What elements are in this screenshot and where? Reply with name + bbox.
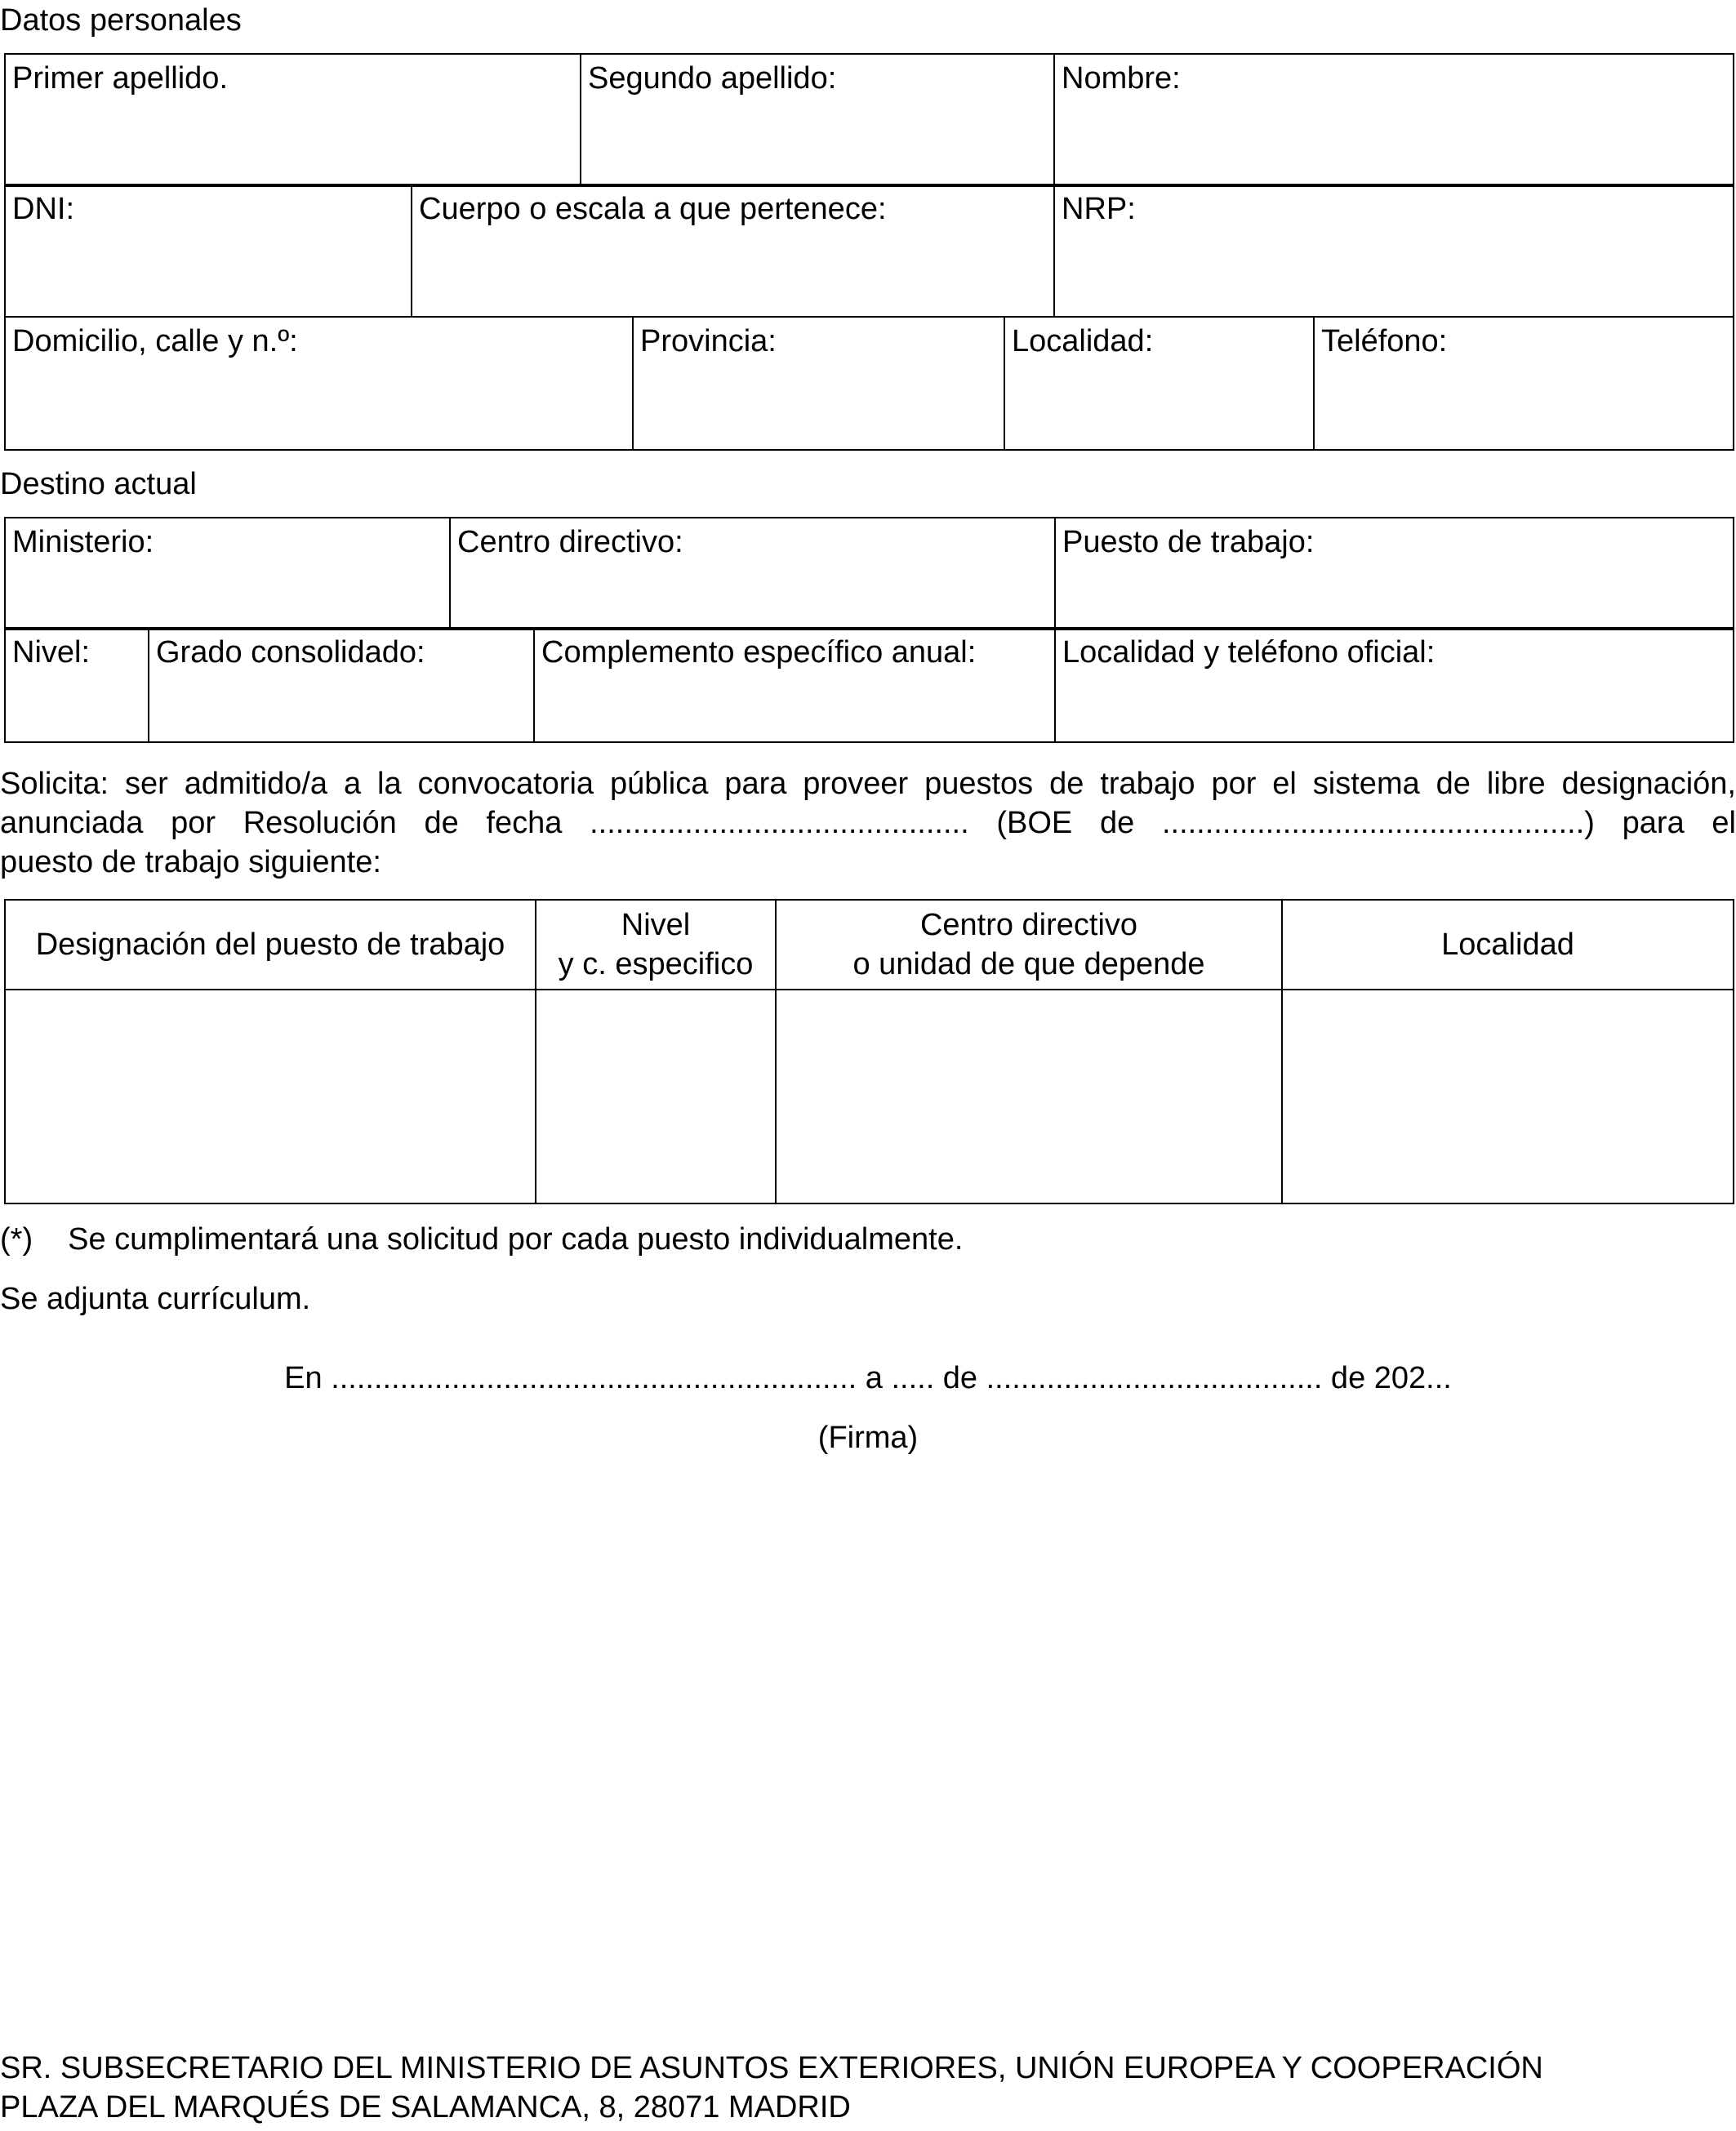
solicita-line: anunciada por Resolución de fecha ............................................ (BOE de .................................................) para el: [0, 806, 1736, 840]
header-text: Designación del puesto de trabajo: [35, 928, 505, 962]
addressee-block: [0, 2049, 1543, 2127]
telefono-field[interactable]: [1314, 317, 1734, 450]
table-row: [5, 990, 1734, 1203]
header-nivel: [536, 900, 776, 990]
header-localidad: [1282, 900, 1734, 990]
designacion-input-cell[interactable]: [5, 990, 536, 1203]
datos-personales-row2: [4, 184, 1734, 318]
telefono-label: Teléfono:: [1321, 324, 1448, 358]
section-title-datos-personales: Datos personales: [0, 3, 242, 38]
complemento-especifico-field[interactable]: [534, 628, 1055, 742]
header-centro-directivo: [776, 900, 1282, 990]
datos-personales-row1: [4, 53, 1734, 187]
primer-apellido-label: Primer apellido.: [12, 61, 228, 96]
header-text: y c. especifico: [558, 947, 754, 981]
header-designacion: [5, 900, 536, 990]
address-line: PLAZA DEL MARQUÉS DE SALAMANCA, 8, 28071 MADRID: [0, 2090, 851, 2124]
header-text: Localidad: [1441, 928, 1574, 962]
localidad-label: Localidad:: [1012, 324, 1154, 358]
provincia-label: Provincia:: [640, 324, 777, 358]
solicita-line: puesto de trabajo siguiente:: [0, 845, 381, 879]
nombre-label: Nombre:: [1062, 61, 1181, 96]
firma-label: (Firma): [817, 1421, 919, 1455]
puesto-trabajo-label: Puesto de trabajo:: [1062, 525, 1315, 559]
section-title-destino-actual: Destino actual: [0, 467, 197, 501]
footnote-text: Se cumplimentará una solicitud por cada puesto individualmente.: [68, 1222, 964, 1257]
primer-apellido-field[interactable]: [5, 54, 581, 186]
segundo-apellido-field[interactable]: [581, 54, 1054, 186]
nrp-field[interactable]: [1054, 185, 1734, 317]
grado-consolidado-label: Grado consolidado:: [156, 635, 425, 670]
puesto-solicitado-table: [4, 899, 1734, 1204]
grado-consolidado-field[interactable]: [149, 628, 534, 742]
header-text: Nivel: [621, 908, 691, 942]
footnote: [0, 1221, 963, 1260]
solicita-paragraph: [0, 764, 1736, 882]
centro-directivo-input-cell[interactable]: [776, 990, 1282, 1203]
provincia-field[interactable]: [633, 317, 1004, 450]
footnote-marker: (*): [0, 1222, 33, 1257]
domicilio-field[interactable]: [5, 317, 633, 450]
solicita-line: Solicita: ser admitido/a a la convocatoria pública para proveer puestos de trabajo por el sistema de libre designación,: [0, 767, 1736, 801]
nrp-label: NRP:: [1062, 192, 1136, 226]
localidad-telefono-oficial-label: Localidad y teléfono oficial:: [1062, 635, 1436, 670]
nivel-field[interactable]: [5, 628, 149, 742]
localidad-telefono-oficial-field[interactable]: [1055, 628, 1734, 742]
header-text: o unidad de que depende: [852, 947, 1205, 981]
domicilio-label: Domicilio, calle y n.º:: [12, 324, 298, 358]
segundo-apellido-label: Segundo apellido:: [588, 61, 837, 96]
dni-field[interactable]: [5, 185, 412, 317]
localidad-input-cell[interactable]: [1282, 990, 1734, 1203]
centro-directivo-label: Centro directivo:: [457, 525, 683, 559]
ministerio-field[interactable]: [5, 518, 450, 630]
table-header-row: [5, 900, 1734, 990]
header-text: Centro directivo: [919, 908, 1138, 942]
ministerio-label: Ministerio:: [12, 525, 154, 559]
nombre-field[interactable]: [1054, 54, 1734, 186]
datos-personales-row3: [4, 316, 1734, 451]
destino-actual-row1: [4, 517, 1734, 630]
place-date-line: En ............................................................. a ..... de ....................................... de 202...: [284, 1361, 1452, 1395]
curriculum-note: Se adjunta currículum.: [0, 1282, 311, 1316]
centro-directivo-field[interactable]: [450, 518, 1055, 630]
complemento-especifico-label: Complemento específico anual:: [541, 635, 977, 670]
nivel-input-cell[interactable]: [536, 990, 776, 1203]
cuerpo-escala-label: Cuerpo o escala a que pertenece:: [419, 192, 887, 226]
destino-actual-row2: [4, 627, 1734, 743]
addressee-line: SR. SUBSECRETARIO DEL MINISTERIO DE ASUNTOS EXTERIORES, UNIÓN EUROPEA Y COOPERACIÓN: [0, 2051, 1543, 2085]
nivel-label: Nivel:: [12, 635, 91, 670]
cuerpo-escala-field[interactable]: [412, 185, 1054, 317]
puesto-trabajo-field[interactable]: [1055, 518, 1734, 630]
localidad-field[interactable]: [1004, 317, 1314, 450]
dni-label: DNI:: [12, 192, 74, 226]
